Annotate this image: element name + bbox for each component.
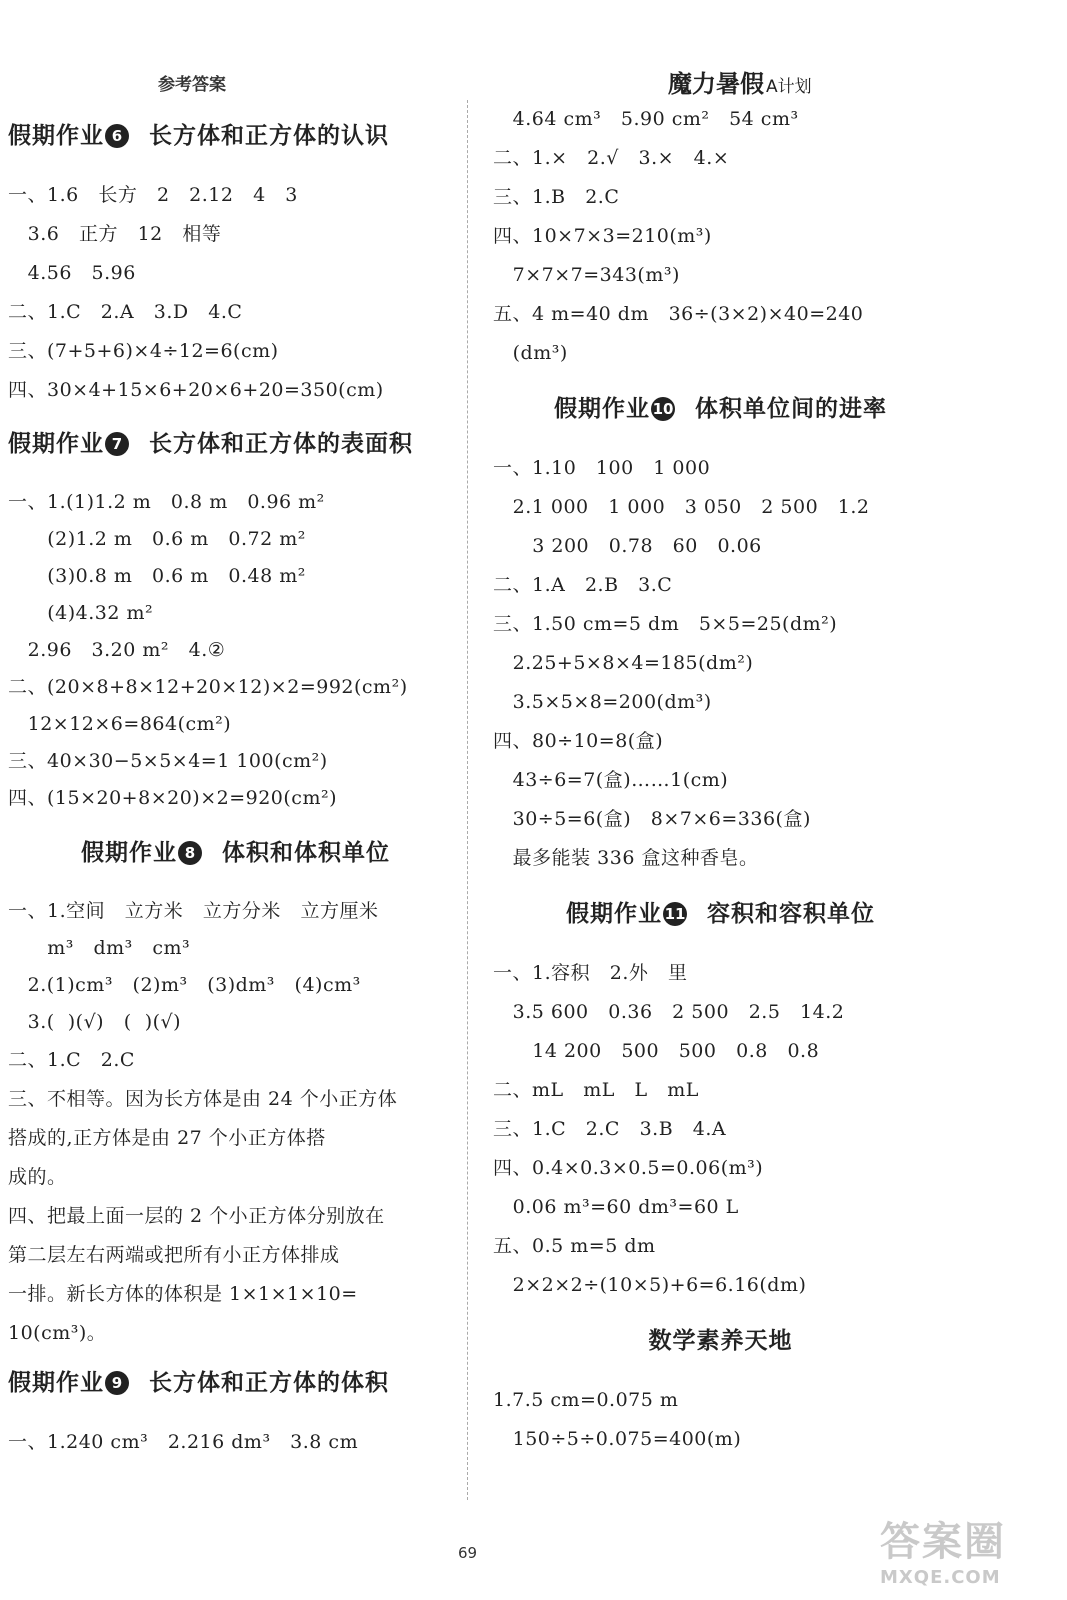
answer-line: 10(cm³)。	[8, 1322, 107, 1344]
answer-line: 3.( )(√) ( )(√)	[8, 1011, 182, 1033]
section-title-7	[8, 420, 463, 484]
answer-line: 搭成的,正方体是由 27 个小正方体搭	[8, 1127, 326, 1149]
answer-line: (3)0.8 m 0.6 m 0.48 m²	[8, 565, 306, 587]
answer-line: 二、mL mL L mL	[493, 1079, 699, 1101]
answer-line: 150÷5÷0.075=400(m)	[493, 1428, 742, 1450]
answer-line: 一排。新长方体的体积是 1×1×1×10=	[8, 1283, 358, 1305]
answer-line: 3.6 正方 12 相等	[8, 223, 222, 245]
answer-line: 成的。	[8, 1166, 67, 1188]
section-number-badge: 11	[663, 902, 687, 926]
answer-line: 五、0.5 m=5 dm	[493, 1235, 656, 1257]
answer-line: 四、把最上面一层的 2 个小正方体分别放在	[8, 1205, 385, 1227]
section-label: 假期作业	[8, 1370, 104, 1396]
answer-line: 四、10×7×3=210(m³)	[493, 225, 712, 247]
section-label: 假期作业	[81, 840, 177, 866]
answer-line: 3.5 600 0.36 2 500 2.5 14.2	[493, 1001, 845, 1023]
answer-line: 二、1.C 2.A 3.D 4.C	[8, 301, 243, 323]
answer-line: 四、0.4×0.3×0.5=0.06(m³)	[493, 1157, 764, 1179]
answer-line: 一、1.容积 2.外 里	[493, 962, 688, 984]
watermark-url: MXQE.COM	[880, 1567, 1001, 1588]
answer-line: 一、1.6 长方 2 2.12 4 3	[8, 184, 298, 206]
left-column	[8, 112, 463, 1462]
answer-line: 2.(1)cm³ (2)m³ (3)dm³ (4)cm³	[8, 974, 361, 996]
brand-title: 魔力暑假	[668, 70, 764, 98]
section-heading: 体积单位间的进率	[695, 396, 887, 422]
brand-suffix: A计划	[766, 77, 812, 97]
section-heading: 数学素养天地	[648, 1328, 793, 1354]
answer-line: 二、1.A 2.B 3.C	[493, 574, 673, 596]
answer-line: 三、1.C 2.C 3.B 4.A	[493, 1118, 727, 1140]
page-number: 69	[458, 1544, 478, 1562]
answer-line: 第二层左右两端或把所有小正方体排成	[8, 1244, 340, 1266]
section-heading: 体积和体积单位	[222, 840, 390, 866]
answer-line: 14 200 500 500 0.8 0.8	[493, 1040, 820, 1062]
answer-line: 2.96 3.20 m² 4.②	[8, 639, 226, 661]
answer-line: 四、30×4+15×6+20×6+20=350(cm)	[8, 379, 384, 401]
section-number-badge: 7	[105, 432, 129, 456]
section-label: 假期作业	[8, 431, 104, 457]
answer-line: 2.25+5×8×4=185(dm²)	[493, 652, 754, 674]
answer-line: 二、(20×8+8×12+20×12)×2=992(cm²)	[8, 676, 408, 698]
answer-line: 3.5×5×8=200(dm³)	[493, 691, 712, 713]
section-heading: 长方体和正方体的表面积	[149, 431, 413, 457]
answer-line: 4.56 5.96	[8, 262, 136, 284]
answer-line: 三、(7+5+6)×4÷12=6(cm)	[8, 340, 279, 362]
watermark-logo	[880, 1510, 1050, 1590]
answer-line: 最多能装 336 盒这种香皂。	[493, 847, 759, 869]
section-title-extra	[493, 1317, 948, 1381]
answer-line: 五、4 m=40 dm 36÷(3×2)×40=240	[493, 303, 864, 325]
answer-line: 四、(15×20+8×20)×2=920(cm²)	[8, 787, 337, 809]
answer-line: 2×2×2÷(10×5)+6=6.16(dm)	[493, 1274, 807, 1296]
answer-line: (4)4.32 m²	[8, 602, 154, 624]
answer-line: 三、不相等。因为长方体是由 24 个小正方体	[8, 1088, 398, 1110]
answer-line: 2.1 000 1 000 3 050 2 500 1.2	[493, 496, 870, 518]
answer-line: 12×12×6=864(cm²)	[8, 713, 232, 735]
section-title-10	[493, 385, 948, 449]
answer-line: 1.7.5 cm=0.075 m	[493, 1389, 679, 1411]
answer-line: 0.06 m³=60 dm³=60 L	[493, 1196, 739, 1218]
answer-line: 三、1.50 cm=5 dm 5×5=25(dm²)	[493, 613, 838, 635]
section-number-badge: 9	[105, 1371, 129, 1395]
answer-line: 四、80÷10=8(盒)	[493, 730, 664, 752]
answer-line: 3 200 0.78 60 0.06	[493, 535, 762, 557]
section-number-badge: 6	[105, 124, 129, 148]
section-title-11	[493, 890, 948, 954]
section-heading: 长方体和正方体的体积	[149, 1370, 389, 1396]
section-number-badge: 8	[178, 841, 202, 865]
answer-line: 7×7×7=343(m³)	[493, 264, 680, 286]
answer-line: 一、1.(1)1.2 m 0.8 m 0.96 m²	[8, 491, 325, 513]
section-label: 假期作业	[8, 123, 104, 149]
answer-line: (2)1.2 m 0.6 m 0.72 m²	[8, 528, 306, 550]
header-left: 参考答案	[158, 75, 226, 95]
header-right-logo	[668, 64, 812, 99]
answer-line: 一、1.空间 立方米 立方分米 立方厘米	[8, 900, 379, 922]
answer-line: 43÷6=7(盒)……1(cm)	[493, 769, 729, 791]
section-heading: 长方体和正方体的认识	[149, 123, 389, 149]
answer-line: 30÷5=6(盒) 8×7×6=336(盒)	[493, 808, 811, 830]
section-title-9	[8, 1359, 463, 1423]
answer-line: 二、1.× 2.√ 3.× 4.×	[493, 147, 730, 169]
answer-line: m³ dm³ cm³	[8, 937, 191, 959]
answer-line: 三、1.B 2.C	[493, 186, 620, 208]
answer-line: 二、1.C 2.C	[8, 1049, 135, 1071]
answer-line: 三、40×30−5×5×4=1 100(cm²)	[8, 750, 328, 772]
section-label: 假期作业	[554, 396, 650, 422]
section-title-8	[8, 829, 463, 893]
answer-line: (dm³)	[493, 342, 568, 364]
right-column	[493, 100, 948, 1459]
answer-line: 一、1.10 100 1 000	[493, 457, 711, 479]
section-heading: 容积和容积单位	[707, 901, 875, 927]
answer-line: 一、1.240 cm³ 2.216 dm³ 3.8 cm	[8, 1431, 359, 1453]
answer-line: 4.64 cm³ 5.90 cm² 54 cm³	[493, 108, 799, 130]
section-label: 假期作业	[566, 901, 662, 927]
column-divider	[467, 100, 468, 1500]
watermark-text: 答案圈	[880, 1519, 1006, 1565]
section-title-6	[8, 112, 463, 176]
section-number-badge: 10	[651, 397, 675, 421]
